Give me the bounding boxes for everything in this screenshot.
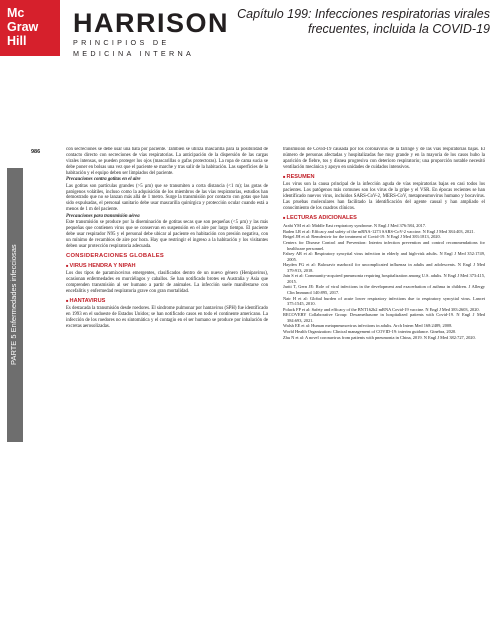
reference-item: Arabi YM et al: Middle East respiratory syndrome. N Engl J Med 376:584, 2017.	[283, 222, 426, 228]
side-tab-label: PARTE 5 Enfermedades infecciosas	[9, 244, 18, 366]
logo-line-3: Hill	[7, 34, 27, 48]
reference-item: RECOVERY Collaborative Group: Dexamethasone in hospitalized patients with Covid-19. N Engl J Med 384:693, 2021.	[283, 312, 485, 323]
paragraph: Los dos tipos de paramixovirus emergentes, clasificados dentro de un nuevo género (Henipavirus), ocasionan enfermedades en murciélagos y caballos. Se han notificado brotes en Australia y Asia que comprenden transmisión al ser humano a partir de animales. La infección suele manifestarse con encefalitis y enfermedad respiratoria grave con gran mortalidad.	[66, 271, 268, 294]
book-subtitle-1: PRINCIPIOS DE	[73, 38, 170, 47]
reference-item: Jain S et al: Community-acquired pneumonia requiring hospitalization among U.S. adults. N Engl J Med 373:415, 2015.	[283, 273, 485, 284]
page-number: 986	[31, 149, 41, 155]
section-subheading: Precauciones contra gotitas en el aire	[66, 177, 141, 183]
reference-item: Baden LR et al: Efficacy and safety of the mRNA-1273 SARS-CoV-2 vaccine. N Engl J Med 384:403, 2021.	[283, 228, 475, 234]
reference-list	[283, 223, 485, 340]
section-heading: ■ RESUMEN	[283, 174, 485, 181]
reference-item: Zhu N et al: A novel coronavirus from patients with pneumonia in China, 2019. N Engl J Med 382:727, 2020.	[283, 334, 476, 340]
logo-line-2: Graw	[7, 20, 39, 34]
section-heading: ■ LECTURAS ADICIONALES	[283, 215, 485, 222]
paragraph: Los virus son la causa principal de la infección aguda de vías respiratorias bajas en casi todos los pacientes. Los patógenos más comunes son los virus de la gripe y el VSR. En épocas recientes se han identificado nuevos virus, incluidos SARS-CoV-2, MERS-CoV, metapneumovirus humano y bocavirus. Las pruebas moleculares han facilitado la identificación del agente causal y han ampliado el conocimiento de los cuadros clínicos.	[283, 182, 485, 211]
paragraph: transmisión de Covid-19 causada por los coronavirus de la faringe y de las vías respiratorias bajas. El número de personas afectadas y hospitalizadas fue muy grande y en la mayoría de los casos hubo la aparición de fiebre, tos y disnea progresiva con deterioro respiratorio; una proporción notable necesitó ventilación mecánica y apoyo en unidades de cuidados intensivos.	[283, 147, 485, 170]
side-tab	[7, 168, 23, 442]
reference-item: Falsey AR et al: Respiratory syncytial virus infection in elderly and high-risk adults. N Engl J Med 352:1749, 2005.	[283, 251, 485, 262]
publisher-logo	[0, 0, 60, 56]
paragraph: Las gotitas son partículas grandes (>5 µm) que se transmiten a corta distancia (<1 m); las gotas de patógenos volátiles, incluso como la adquisición de los miembros de las vías respiratorias, estudios han demostrado que no se lanzan más allá de 1 metro. Surge la transmisión por contacto con gotas que han sido expulsadas, el personal sanitario debe usar mascarilla quirúrgica y protección ocular cuando está a menos de 1 m del paciente.	[66, 183, 268, 213]
book-subtitle-2: MEDICINA INTERNA	[73, 48, 195, 58]
book-title: HARRISON	[73, 8, 230, 38]
reference-item: Centers for Disease Control and Prevention: Interim infection prevention and control recommendations for healthcare personnel.	[283, 240, 485, 251]
book-brand	[73, 10, 229, 58]
reference-item: Hayden FG et al: Baloxavir marboxil for uncomplicated influenza in adults and adolescents. N Engl J Med 379:913, 2018.	[283, 262, 485, 273]
reference-item: Walsh EE et al: Human metapneumovirus infections in adults. Arch Intern Med 168:2489, 2008.	[283, 323, 453, 329]
logo-line-1: Mc	[7, 6, 25, 20]
paragraph: Es destacada la transmisión desde roedores. El síndrome pulmonar por hantavirus (SPH) fue identificado en 1993 en el sudoeste de Estados Unidos; se han notificado casos en todo el continente americano. La infección de los roedores no es sintomática y el contagio en el ser humano se produce por inhalación de excretas aerosolizadas.	[66, 306, 268, 329]
paragraph: con secreciones se debe usar una bata por paciente. También se utiliza mascarilla para la posibilidad de contacto directo con secreciones de vías respiratorias. La anticipación de la dispersión de las cargas virales intensas, se pueden proteger los ojos (mascarillas o gafas protectoras). La ropa de cama sucia se debe poner en bolsas una vez que el paciente se marche y tras salir de la habitación. Las superficies de la habitación y el equipo deben ser limpiados del paciente.	[66, 147, 268, 176]
section-heading: ■ HANTAVIRUS	[66, 298, 268, 305]
section-subheading: Precauciones para transmisión aérea	[66, 213, 140, 219]
reference-item: World Health Organization: Clinical management of COVID-19: interim guidance. Ginebra, 2020.	[283, 329, 457, 335]
reference-item: Nair H et al: Global burden of acute lower respiratory infections due to respiratory syncytial virus. Lancet 375:1545, 2010.	[283, 295, 485, 306]
text-column-left	[66, 147, 268, 632]
section-heading: ■ VIRUS HENDRA Y NIPAH	[66, 263, 268, 270]
paragraph: Este transmisión se produce por la diseminación de gotitas secas que son pequeñas (<5 µm) y las más pequeñas que contienen virus que se conservan en suspensión en el aire por largo tiempo. El paciente debe usar respirador N95 y el personal debe ubicar al paciente en habitación con presión negativa, con un mínimo de recambios de aire por hora. Hay que restringir el ingreso a la habitación y los visitantes deben usar protección respiratoria adecuada.	[66, 220, 268, 249]
reference-item: Jartti T, Gern JE: Role of viral infections in the development and exacerbation of asthma in children. J Allergy Clin Immunol 140:895, 2017.	[283, 284, 485, 295]
chapter-title: Capítulo 199: Infecciones respiratorias virales frecuentes, incluida la COVID-19	[237, 7, 490, 36]
reference-item: Polack FP et al: Safety and efficacy of the BNT162b2 mRNA Covid-19 vaccine. N Engl J Med 383:2603, 2020.	[283, 306, 480, 312]
text-column-right	[283, 147, 485, 632]
section-heading: CONSIDERACIONES GLOBALES	[66, 252, 165, 259]
reference-item: Beigel JH et al: Remdesivir for the treatment of Covid-19. N Engl J Med 383:1813, 2020.	[283, 234, 441, 240]
